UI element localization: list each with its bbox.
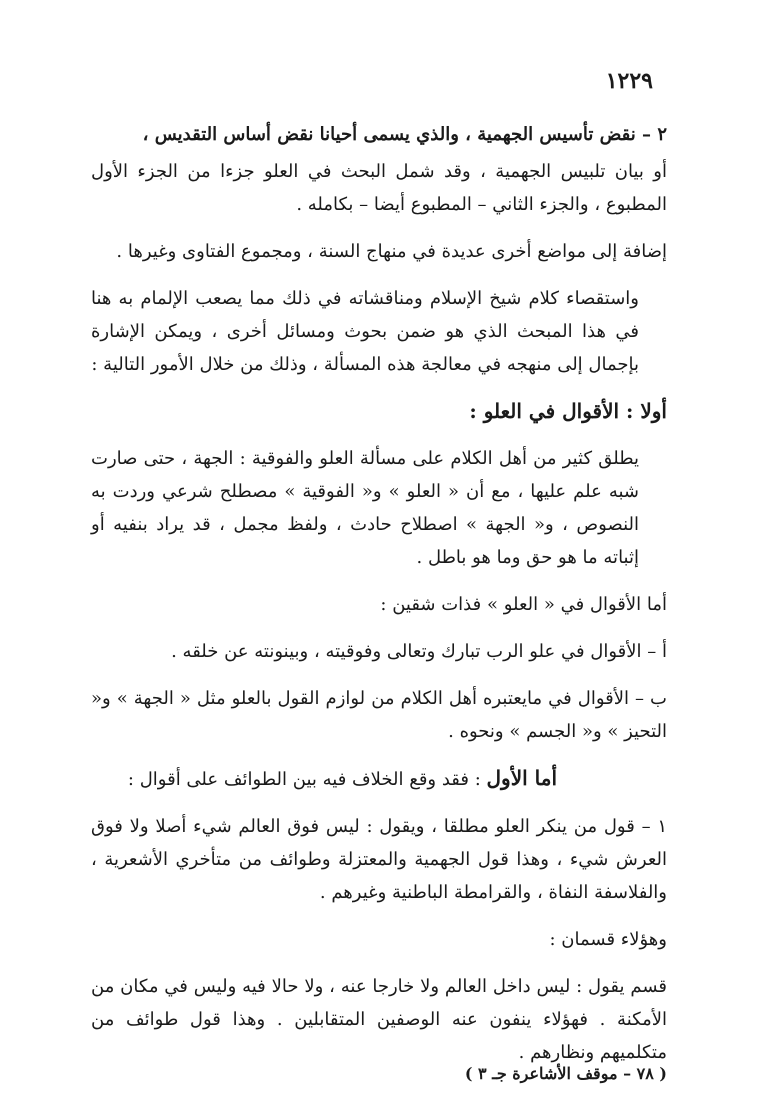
- group-1: قسم يقول : ليس داخل العالم ولا خارجا عنه ، ولا حالا فيه وليس في مكان من الأمكنة . فهؤلاء ينفون عنه الوصفين المتقابلين . وهذا قول طوائف من متكلميهم ونظارهم .: [91, 976, 667, 1063]
- paragraph-two-parts: أما الأقوال في « العلو » فذات شقين :: [380, 594, 667, 615]
- paragraph-intro: واستقصاء كلام شيخ الإسلام ومناقشاته في ذلك مما يصعب الإلمام به هنا في هذا المبحث الذي هو ضمن بحوث ومسائل أخرى ، ويمكن الإشارة بإجمال إلى منهجه في معالجة هذه المسألة ، وذلك من خلال الأمور التالية :: [91, 288, 639, 375]
- item-2-line1: ٢ – نقض تأسيس الجهمية ، والذي يسمى أحيانا نقض أساس التقديس ،: [142, 124, 667, 145]
- part-b: ب – الأقوال في مايعتبره أهل الكلام من لوازم القول بالعلو مثل « الجهة » و« التحيز » و« الجسم » ونحوه .: [91, 688, 667, 742]
- footer-signature: ( ٧٨ – موقف الأشاعرة جـ ٣ ): [464, 1064, 667, 1083]
- item-2-title: [91, 118, 667, 151]
- first-opinions-intro: [91, 762, 667, 796]
- section-heading-first: أولا : الأقوال في العلو :: [469, 399, 667, 423]
- part-a: أ – الأقوال في علو الرب تبارك وتعالى وفوقيته ، وبينونته عن خلقه .: [171, 641, 667, 662]
- these-two-groups: وهؤلاء قسمان :: [549, 929, 667, 950]
- item-2-description: أو بيان تلبيس الجهمية ، وقد شمل البحث في العلو جزءا من الجزء الأول المطبوع ، والجزء الثاني – المطبوع أيضا – بكامله .: [91, 161, 667, 215]
- first-rest: : فقد وقع الخلاف فيه بين الطوائف على أقوال :: [127, 769, 487, 790]
- page-body: [91, 118, 667, 1083]
- paragraph-terms: يطلق كثير من أهل الكلام على مسألة العلو والفوقية : الجهة ، حتى صارت شبه علم عليها ، مع أن « العلو » و« الفوقية » مصطلح شرعي وردت به النصوص ، و« الجهة » اصطلاح حادث ، ولفظ مجمل ، قد يراد بنفيه أو إثباته ما هو حق وما هو باطل .: [91, 448, 639, 568]
- paragraph-addition: إضافة إلى مواضع أخرى عديدة في منهاج السنة ، ومجموع الفتاوى وغيرها .: [116, 241, 667, 262]
- opinion-1: ١ – قول من ينكر العلو مطلقا ، ويقول : ليس فوق العالم شيء أصلا ولا فوق العرش شيء ، وهذا قول الجهمية والمعتزلة وطوائف من متأخري الأشعرية ، والفلاسفة النفاة ، والقرامطة الباطنية وغيرهم .: [91, 816, 667, 903]
- first-lead: أما الأول: [486, 766, 557, 790]
- page-number: ١٢٢٩: [605, 68, 653, 94]
